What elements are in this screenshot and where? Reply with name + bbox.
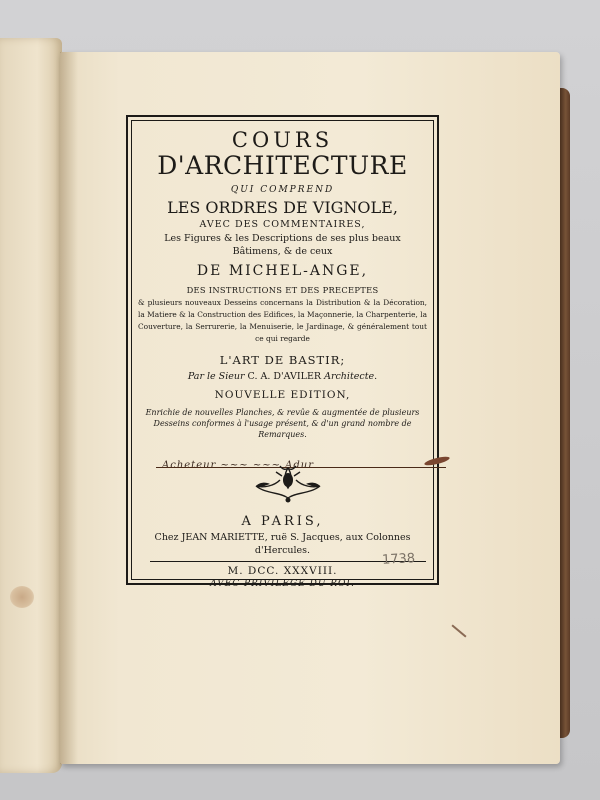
- imprint-publisher: Chez JEAN MARIETTE, ruë S. Jacques, aux Colonnes: [154, 532, 411, 543]
- pencil-date-annotation: 1738: [381, 551, 416, 568]
- line-figures: Les Figures & les Descriptions de ses plus beaux: [164, 233, 401, 244]
- line-instructions: DES INSTRUCTIONS ET DES PRECEPTES: [186, 285, 379, 295]
- printers-ornament-icon: [250, 458, 326, 504]
- spine-shadow: [60, 52, 78, 764]
- line-batimens: Bâtimens, & de ceux: [232, 246, 333, 257]
- imprint-hercules: d'Hercules.: [254, 545, 311, 556]
- left-page: [0, 38, 62, 773]
- imprint-privilege: AVEC PRIVILEGE DU ROI.: [210, 579, 355, 589]
- title-frame: [126, 115, 439, 589]
- line-art-de-bastir: L'ART DE BASTIR;: [219, 353, 346, 367]
- foxing-stain: [10, 586, 34, 608]
- imprint-city: A PARIS,: [241, 514, 324, 529]
- line-nouvelle-edition: NOUVELLE EDITION,: [214, 389, 351, 401]
- subtitle-qui-comprend: QUI COMPREND: [230, 185, 335, 195]
- enrichie-paragraph: Enrichie de nouvelles Planches, & revûe & augmentée de plusieurs Desseins conformes à l'usage présent, & d'un grand nombre de Remarques.: [145, 408, 420, 439]
- line-ordres-vignole: LES ORDRES DE VIGNOLE,: [167, 198, 398, 217]
- title-darchitecture: D'ARCHITECTURE: [157, 151, 408, 180]
- imprint-date: M. DCC. XXXVIII.: [227, 565, 338, 577]
- body-paragraph: & plusieurs nouveaux Desseins concernans la Distribution & la Décoration, la Matiere & la Construction des Edifices, la Maçonnerie, la Charpenterie, la Couverture, la Serrurerie, la Menuiserie, le Jardinage, & généralement tout ce qui regarde: [138, 298, 427, 343]
- author-suffix: Architecte.: [324, 371, 378, 382]
- line-commentaires: AVEC DES COMMENTAIRES,: [199, 219, 366, 230]
- title-frame-inner: [131, 120, 434, 589]
- struck-inscription-text: Acheteur ~~~ ~~~ Adur: [162, 460, 314, 471]
- line-michel-ange: DE MICHEL-ANGE,: [196, 263, 369, 279]
- author-name: C. A. D'AVILER: [247, 371, 322, 382]
- author-prefix: Par le Sieur: [187, 371, 245, 382]
- author-line: [132, 371, 433, 382]
- title-cours: COURS: [231, 128, 334, 152]
